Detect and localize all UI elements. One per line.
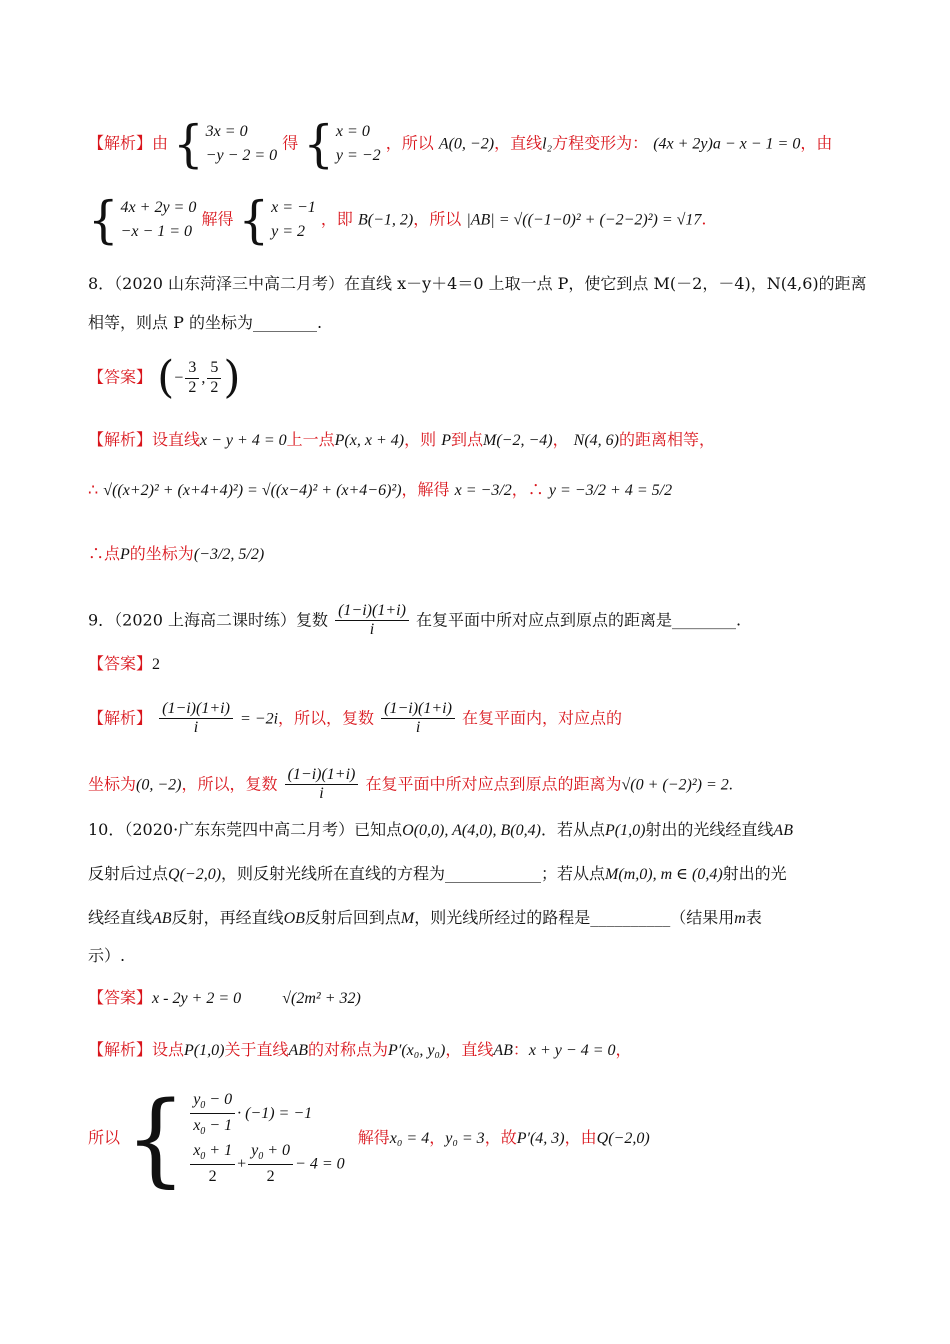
q8-analysis-row1 bbox=[88, 430, 715, 452]
numerator: (1−i)(1+i) bbox=[285, 766, 359, 785]
denominator: i bbox=[369, 621, 375, 639]
equation: y = −2 bbox=[335, 147, 381, 164]
text: ，故 bbox=[484, 1128, 517, 1147]
text: 由 bbox=[152, 133, 169, 153]
q8-answer: 【答案】 (− $\frac{3}{2}$ , $\frac{5}{2}$ ) bbox=[88, 352, 241, 403]
equation: x = −1 bbox=[271, 199, 316, 216]
line-ab: AB bbox=[152, 910, 172, 927]
text: 到点 bbox=[450, 430, 483, 449]
p7-analysis-row2 bbox=[88, 190, 707, 250]
equation: · (−1) = −1 bbox=[237, 1105, 313, 1122]
equation: y = 2 bbox=[271, 223, 305, 240]
equation: − 4 = 0 bbox=[295, 1155, 345, 1173]
analysis-tag: 【解析】 bbox=[88, 708, 153, 728]
equation: −x − 1 = 0 bbox=[120, 223, 193, 240]
line-l2: l₂ bbox=[542, 135, 553, 153]
line-ab: AB bbox=[773, 822, 793, 839]
answer-value: 2 bbox=[152, 656, 161, 673]
text: ，则 bbox=[404, 430, 437, 449]
variable-m: m bbox=[734, 910, 746, 927]
point-q: Q(−2,0) bbox=[168, 866, 222, 883]
q8-line1: 8．（2020 山东菏泽三中高二月考）在直线 x－y＋4＝0 上取一点 P，使它到点 M(－2，－4)，N(4,6)的距离 bbox=[88, 274, 867, 293]
text: 线经直线 bbox=[88, 908, 153, 927]
analysis-tag: 【解析】 bbox=[88, 133, 153, 153]
q10-answer bbox=[88, 988, 361, 1010]
numerator: (1−i)(1+i) bbox=[381, 700, 455, 719]
numerator: (1−i)(1+i) bbox=[159, 700, 233, 719]
point-q: Q(−2,0) bbox=[596, 1130, 650, 1147]
text: 所以 bbox=[88, 1128, 121, 1147]
q10-line4: 示）. bbox=[88, 946, 126, 965]
fraction bbox=[285, 766, 359, 804]
therefore-symbol: ∴ bbox=[88, 480, 99, 499]
text: ，由 bbox=[564, 1128, 597, 1147]
text: 在复平面中所对应点到原点的距离为 bbox=[365, 774, 622, 794]
equation-system: { x = 0 y = −2 bbox=[303, 114, 381, 174]
point-m: M(m,0), m ∈ (0,4) bbox=[605, 866, 723, 883]
text: ， bbox=[552, 430, 569, 449]
text: ，所以，复数 bbox=[278, 708, 375, 728]
text: ： bbox=[512, 1040, 529, 1059]
text: ，∴ bbox=[511, 480, 544, 499]
coordinate: (0, −2) bbox=[136, 776, 182, 794]
text: ，即 bbox=[320, 209, 353, 229]
equation: y = −3/2 + 4 = 5/2 bbox=[548, 482, 673, 499]
q10-line2 bbox=[88, 864, 787, 886]
text: 的距离相等， bbox=[619, 430, 716, 449]
fraction bbox=[159, 700, 233, 738]
text: ，直线 bbox=[445, 1040, 494, 1059]
point-p-label: P bbox=[441, 432, 451, 449]
equation: y₀ = 3 bbox=[445, 1130, 485, 1147]
text: 在复平面中所对应点到原点的距离是________. bbox=[415, 610, 742, 630]
q9-question bbox=[88, 602, 741, 640]
q10-line1 bbox=[88, 820, 793, 842]
coordinate: (−3/2, 5/2) bbox=[193, 546, 265, 563]
points: O(0,0), A(4,0), B(0,4) bbox=[402, 822, 541, 839]
q10-analysis-row1 bbox=[88, 1040, 632, 1062]
point-m: M bbox=[400, 910, 415, 927]
text: 10．（2020·广东东莞四中高二月考）已知点 bbox=[88, 820, 403, 839]
text: ， bbox=[615, 1040, 632, 1059]
text: 反射后过点 bbox=[88, 864, 169, 883]
text: 设直线 bbox=[152, 430, 201, 449]
q8-analysis-row2 bbox=[88, 480, 672, 502]
equation: 3x = 0 bbox=[205, 123, 248, 140]
line-ab: AB bbox=[288, 1042, 309, 1059]
equation: x = −3/2 bbox=[454, 482, 512, 499]
text: 的坐标为 bbox=[129, 544, 194, 563]
equation: x₀ = 4 bbox=[389, 1130, 430, 1147]
equation: √(0 + (−2)²) = 2 bbox=[621, 776, 729, 794]
answer-value: x - 2y + 2 = 0 bbox=[152, 990, 242, 1007]
equation: (4x + 2y)a − x − 1 = 0 bbox=[653, 135, 801, 153]
equation: x = 0 bbox=[335, 123, 370, 140]
equation-system: { $\frac{y_0 - 0}{x_0 - 1}$ · (−1) = −1 $\frac{x_0 + 1}{2}$ + $\frac{y_0 + 0}{2}$ − 4 = 0 bbox=[125, 1079, 345, 1198]
text: ，所以 bbox=[385, 133, 434, 153]
equation: −y − 2 = 0 bbox=[205, 147, 278, 164]
text: 解得 bbox=[357, 1128, 390, 1147]
denominator: 2 bbox=[210, 378, 219, 396]
text: 坐标为 bbox=[88, 774, 137, 794]
point-p: P(1,0) bbox=[184, 1042, 225, 1059]
line-ob: OB bbox=[283, 910, 305, 927]
point-m: M(−2, −4) bbox=[482, 432, 553, 449]
text: 表 bbox=[745, 908, 762, 927]
q10-analysis-row2 bbox=[88, 1079, 650, 1198]
text: ，直线 bbox=[494, 133, 543, 153]
analysis-tag: 【解析】 bbox=[88, 1040, 153, 1059]
text: 上一点 bbox=[286, 430, 335, 449]
q10-line3 bbox=[88, 908, 762, 930]
numerator: (1−i)(1+i) bbox=[335, 602, 409, 621]
numerator: 5 bbox=[207, 359, 221, 378]
point-p: P(1,0) bbox=[604, 822, 646, 839]
answer-tag: 【答案】 bbox=[88, 988, 153, 1007]
text: ．若从点 bbox=[540, 820, 605, 839]
text: 9．（2020 上海高二课时练）复数 bbox=[88, 610, 328, 630]
fraction bbox=[207, 359, 221, 397]
text: 射出的光 bbox=[722, 864, 787, 883]
numerator: 3 bbox=[185, 359, 199, 378]
text: . bbox=[728, 776, 733, 794]
point-a: A(0, −2) bbox=[438, 135, 495, 153]
fraction bbox=[185, 359, 199, 397]
text: 设点 bbox=[152, 1040, 185, 1059]
text: 得 bbox=[282, 133, 299, 153]
equation: x + y − 4 = 0 bbox=[528, 1042, 616, 1059]
equation: = −2i bbox=[240, 710, 279, 728]
text: 的对称点为 bbox=[308, 1040, 389, 1059]
text: 在复平面内，对应点的 bbox=[462, 708, 623, 728]
q9-analysis-row1 bbox=[88, 700, 622, 738]
answer-value: √(2m² + 32) bbox=[282, 990, 361, 1007]
text: 解得 bbox=[201, 209, 234, 229]
text: 射出的光线经直线 bbox=[645, 820, 774, 839]
denominator: i bbox=[193, 719, 199, 737]
text: 反射，再经直线 bbox=[171, 908, 284, 927]
fraction bbox=[381, 700, 455, 738]
point-n: N(4, 6) bbox=[573, 432, 619, 449]
text: ，所以 bbox=[413, 209, 462, 229]
text: ∴点 bbox=[88, 544, 121, 563]
denominator: i bbox=[415, 719, 421, 737]
q8-line2: 相等，则点 P 的坐标为________. bbox=[88, 313, 323, 332]
q8-analysis-row3 bbox=[88, 544, 264, 566]
equation-system: { 3x = 0 −y − 2 = 0 bbox=[173, 114, 278, 174]
analysis-tag: 【解析】 bbox=[88, 430, 153, 449]
text: 方程变形为： bbox=[552, 133, 649, 153]
text: ，则光线所经过的路程是__________（结果用 bbox=[414, 908, 735, 927]
point-b: B(−1, 2) bbox=[358, 211, 414, 229]
answer-tag: 【答案】 bbox=[88, 654, 153, 673]
point-p: P(x, x + 4) bbox=[334, 432, 405, 449]
text: . bbox=[701, 209, 707, 229]
answer-tag: 【答案】 bbox=[88, 367, 153, 387]
text: ，由 bbox=[800, 133, 833, 153]
text: ，解得 bbox=[401, 480, 450, 499]
distance-formula: |AB| = √((−1−0)² + (−2−2)²) = √17 bbox=[466, 211, 702, 229]
equation-system: { 4x + 2y = 0 −x − 1 = 0 bbox=[88, 190, 197, 250]
q9-answer bbox=[88, 654, 160, 676]
equation: x − y + 4 = 0 bbox=[200, 432, 287, 449]
p7-analysis-row1 bbox=[88, 114, 833, 174]
point-p-prime: P′(x₀, y₀) bbox=[388, 1042, 446, 1059]
equation: 4x + 2y = 0 bbox=[120, 199, 197, 216]
text: ， bbox=[429, 1128, 446, 1147]
denominator: i bbox=[319, 785, 324, 803]
text: ，则反射光线所在直线的方程为____________；若从点 bbox=[221, 864, 606, 883]
equation-system: { x = −1 y = 2 bbox=[238, 190, 316, 250]
point-p-label: P bbox=[120, 546, 130, 563]
text: ，所以，复数 bbox=[181, 774, 278, 794]
text: 反射后回到点 bbox=[304, 908, 401, 927]
fraction bbox=[335, 602, 409, 640]
line-ab: AB bbox=[493, 1042, 513, 1059]
equation: √((x+2)² + (x+4+4)²) = √((x−4)² + (x+4−6)²) bbox=[103, 482, 402, 499]
text: 关于直线 bbox=[224, 1040, 289, 1059]
q9-analysis-row2 bbox=[88, 766, 733, 804]
point-p-prime: P′(4, 3) bbox=[516, 1130, 565, 1147]
denominator: 2 bbox=[188, 378, 197, 396]
